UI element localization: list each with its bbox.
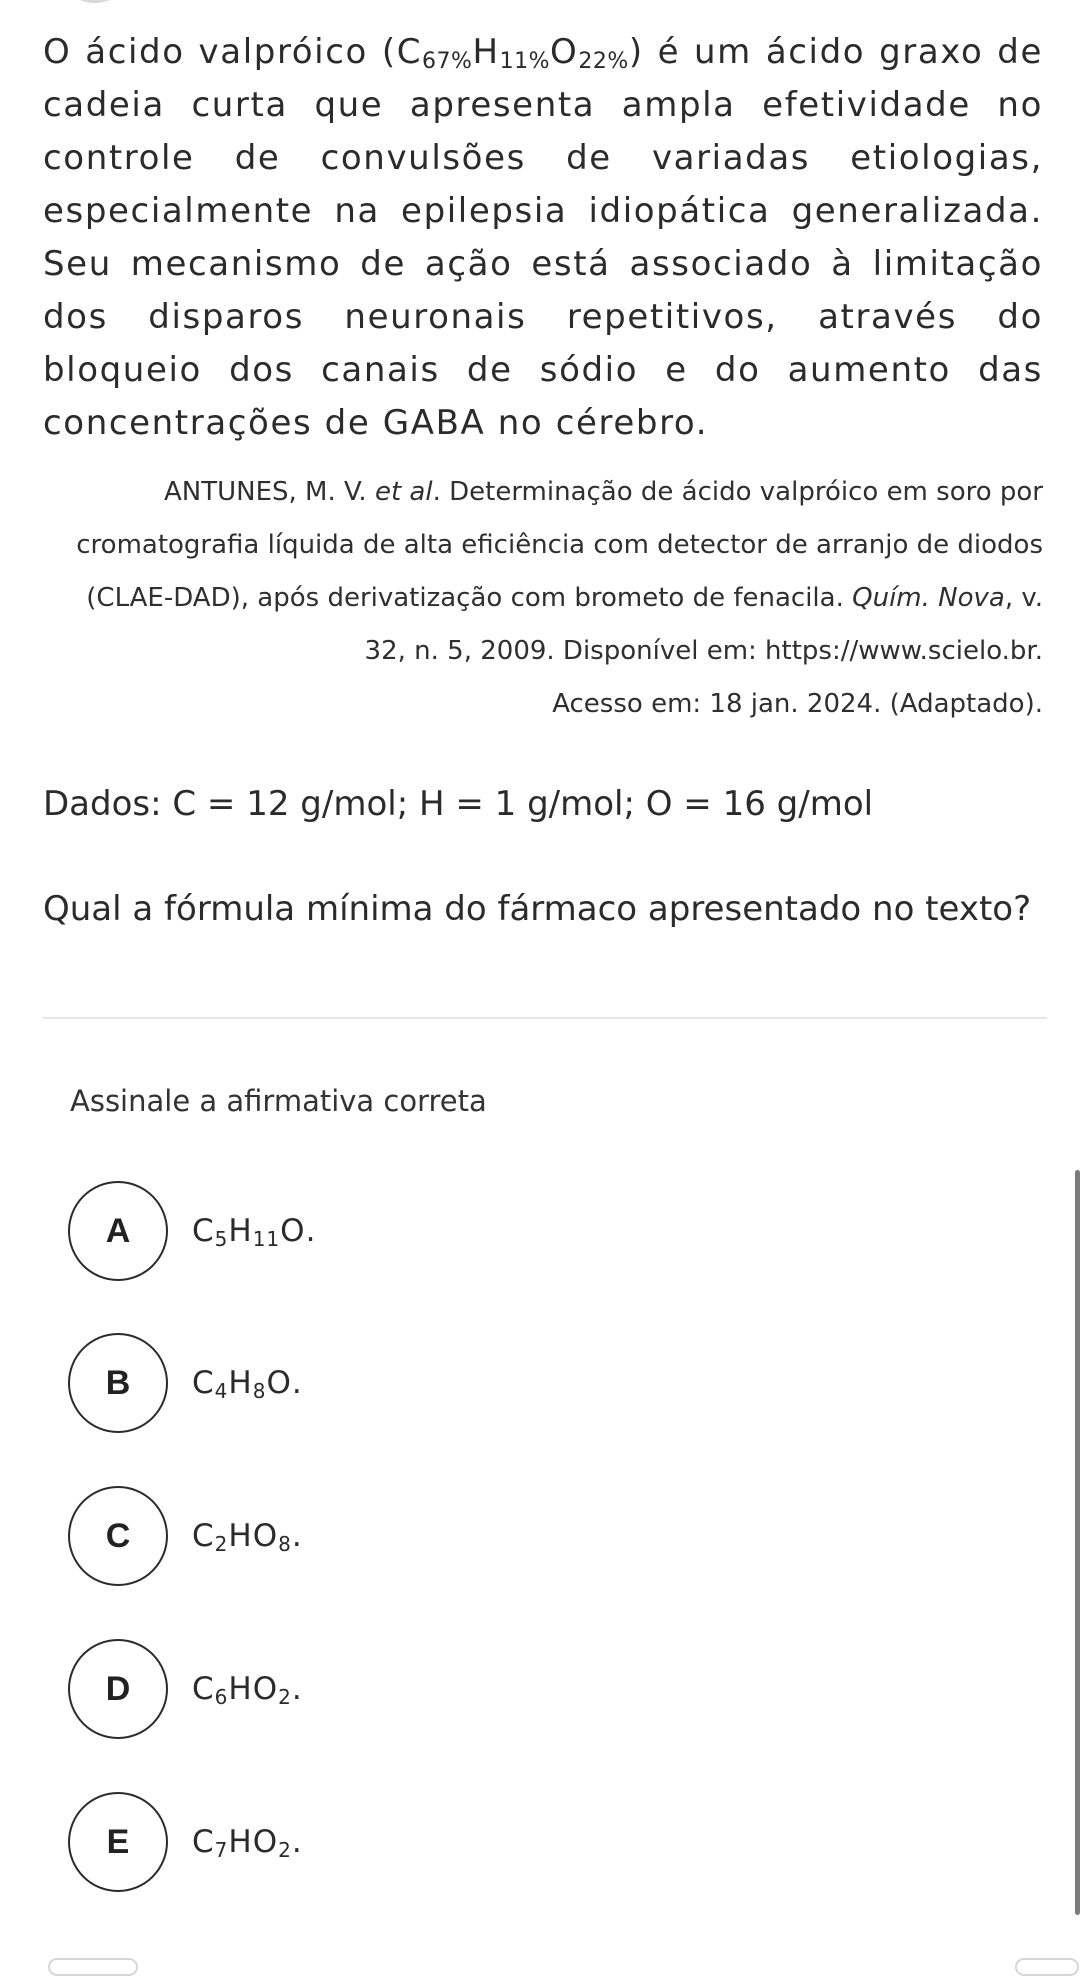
option-letter-badge[interactable]: A	[68, 1181, 168, 1281]
option-letter-badge[interactable]: C	[68, 1486, 168, 1586]
citation-journal: Quím. Nova	[852, 583, 1005, 613]
element: H	[228, 1365, 253, 1401]
element: HO	[228, 1824, 279, 1860]
element: C	[192, 1671, 215, 1707]
element: C	[192, 1213, 215, 1249]
bottom-handle-decoration-right	[1015, 1958, 1079, 1976]
option-d[interactable]	[68, 1637, 968, 1741]
carbon-percent: 67%	[422, 49, 473, 74]
option-formula[interactable]	[192, 1213, 316, 1249]
option-formula[interactable]	[192, 1671, 303, 1707]
answer-instruction: Assinale a afirmativa correta	[70, 1084, 487, 1118]
option-formula[interactable]	[192, 1365, 303, 1401]
option-b[interactable]	[68, 1331, 968, 1435]
subscript: 2	[214, 1532, 229, 1556]
period: .	[291, 1671, 303, 1707]
option-c[interactable]	[68, 1484, 968, 1588]
subscript: 8	[278, 1532, 292, 1556]
element: C	[192, 1824, 215, 1860]
oxygen-symbol: O	[550, 32, 579, 72]
subscript: 8	[252, 1379, 267, 1403]
period: .	[291, 1824, 303, 1860]
option-formula[interactable]	[192, 1824, 303, 1860]
citation-access: Acesso em: 18 jan. 2024. (Adaptado).	[552, 689, 1043, 719]
period: .	[291, 1518, 303, 1554]
scrollbar[interactable]	[1075, 1170, 1080, 1915]
option-letter-badge[interactable]: B	[68, 1333, 168, 1433]
option-letter-badge[interactable]: E	[68, 1792, 168, 1892]
element: HO	[228, 1671, 279, 1707]
citation	[43, 466, 1043, 731]
given-data: Dados: C = 12 g/mol; H = 1 g/mol; O = 16 g/mol	[43, 784, 874, 824]
oxygen-percent: 22%	[578, 49, 629, 74]
option-formula[interactable]	[192, 1518, 303, 1554]
subscript: 2	[278, 1685, 292, 1709]
citation-author: ANTUNES, M. V.	[163, 477, 375, 507]
subscript: 4	[214, 1379, 229, 1403]
passage-intro: O ácido valpróico (C	[43, 32, 423, 72]
element: C	[192, 1365, 215, 1401]
question-text: Qual a fórmula mínima do fármaco apresentado no texto?	[43, 889, 1032, 929]
divider	[43, 1017, 1047, 1019]
period: .	[291, 1365, 303, 1401]
citation-details: , v. 32, n. 5, 2009. Disponível em: https://www.scielo.br.	[364, 583, 1043, 666]
top-handle-decoration	[55, 0, 135, 3]
element: HO	[228, 1518, 279, 1554]
subscript: 2	[278, 1838, 292, 1862]
passage-body: ) é um ácido graxo de cadeia curta que apresenta ampla efetividade no controle de convulsões de variadas etiologias, especialmente na epilepsia idiopática generalizada. Seu mecanismo de ação está associado à limitação dos disparos neuronais repetitivos, através do bloqueio dos canais de sódio e do aumento das concentrações de GABA no cérebro.	[43, 32, 1043, 443]
question-passage	[43, 26, 1043, 450]
option-a[interactable]	[68, 1179, 968, 1283]
element: O	[266, 1365, 292, 1401]
element: O	[280, 1213, 306, 1249]
subscript: 5	[214, 1227, 229, 1251]
period: .	[305, 1213, 317, 1249]
element: C	[192, 1518, 215, 1554]
subscript: 7	[214, 1838, 229, 1862]
bottom-handle-decoration	[48, 1958, 138, 1976]
hydrogen-percent: 11%	[499, 49, 551, 74]
subscript: 11	[252, 1227, 281, 1251]
option-e[interactable]	[68, 1790, 968, 1894]
citation-etal: et al	[374, 477, 433, 507]
hydrogen-symbol: H	[472, 32, 500, 72]
subscript: 6	[214, 1685, 229, 1709]
citation-title: . Determinação de ácido valpróico em soro por cromatografia líquida de alta eficiência com detector de arranjo de diodos (CLAE-DAD), após derivatização com brometo de fenacila.	[76, 477, 1043, 613]
element: H	[228, 1213, 253, 1249]
option-letter-badge[interactable]: D	[68, 1639, 168, 1739]
